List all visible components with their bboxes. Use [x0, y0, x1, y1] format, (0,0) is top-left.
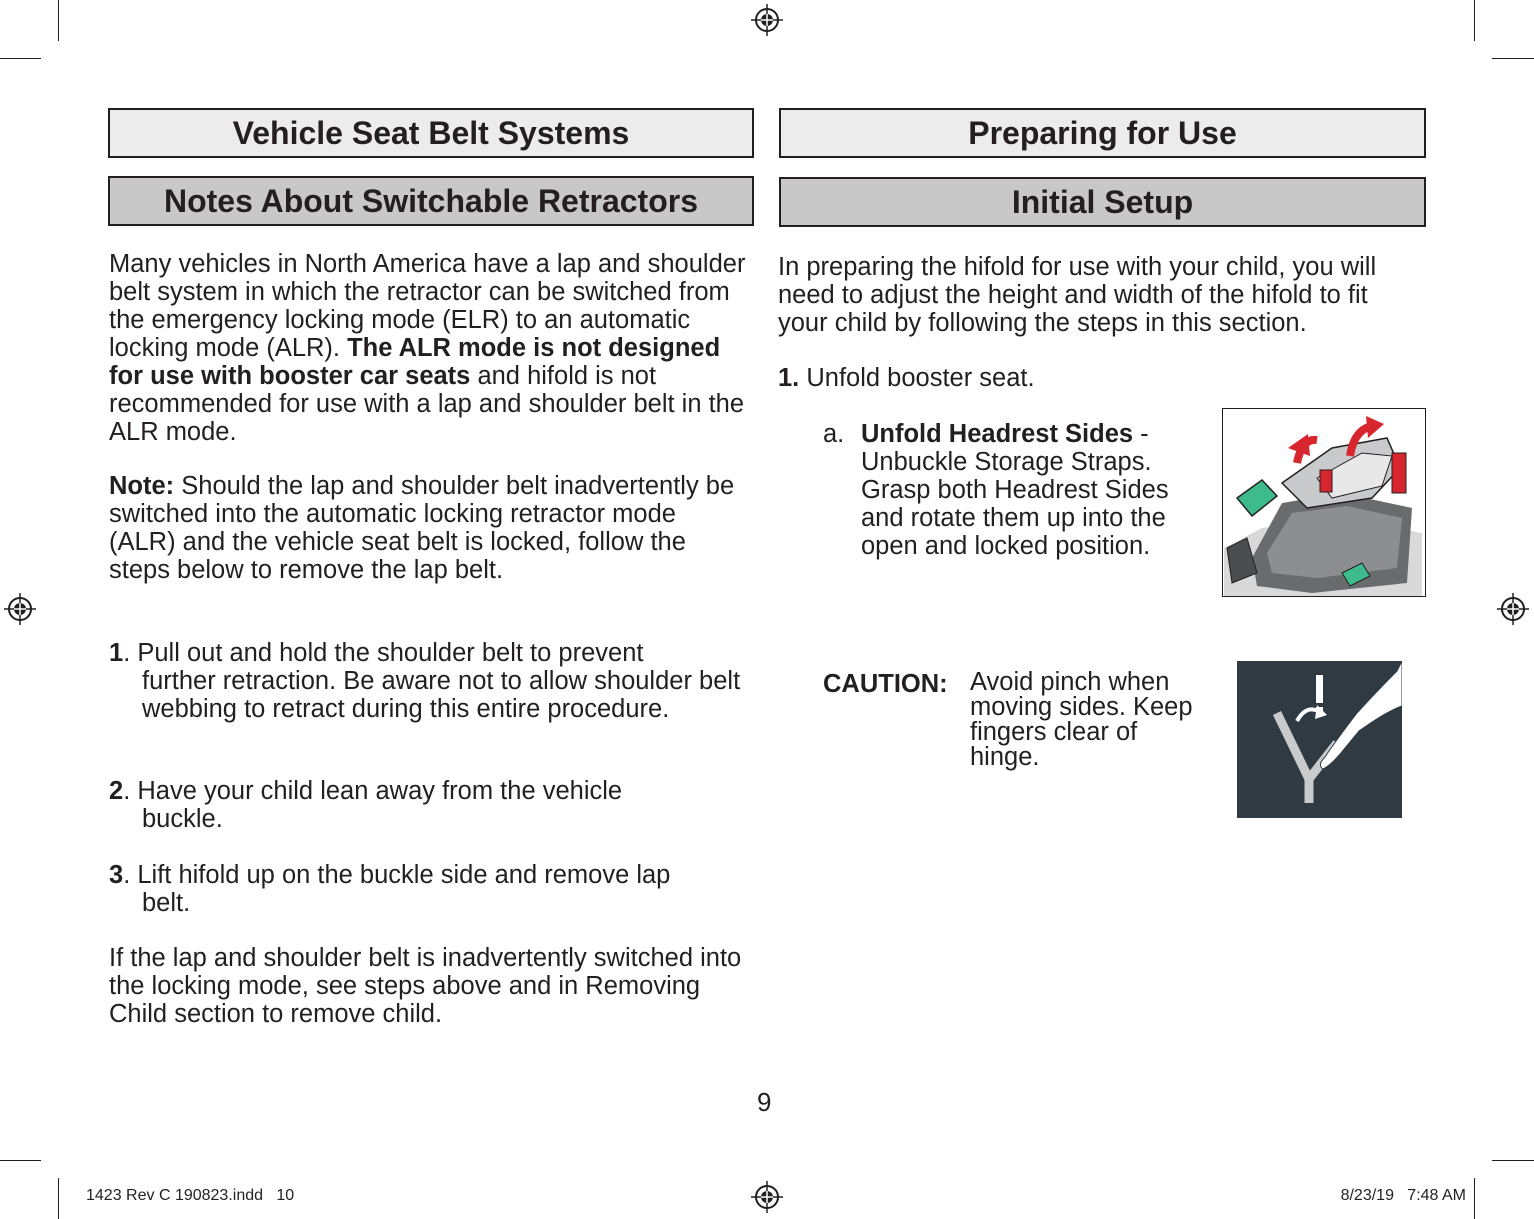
step-text-first-line: . Pull out and hold the shoulder belt to prevent	[123, 639, 644, 667]
footer-timestamp: 8/23/19 7:48 AM	[1340, 1187, 1466, 1204]
step-text: Unfold booster seat.	[806, 364, 1035, 392]
list-item	[109, 861, 749, 917]
step-text-continued: belt.	[142, 889, 191, 917]
registration-mark-icon	[1497, 593, 1529, 625]
substep-instructions: Unbuckle Storage Straps. Grasp both Headrest Sides and rotate them up into the open and locked position.	[861, 448, 1169, 560]
step-text-continued: further retraction. Be aware not to allow shoulder belt webbing to retract during this entire procedure.	[142, 667, 741, 723]
closing-paragraph: If the lap and shoulder belt is inadvertently switched into the locking mode, see steps above and in Removing Child section to remove child.	[109, 944, 742, 1028]
step-number: 3	[109, 861, 124, 889]
section-header-seat-belt-systems: Vehicle Seat Belt Systems	[108, 108, 754, 158]
registration-mark-icon	[751, 1181, 783, 1213]
retractor-intro-paragraph	[109, 250, 749, 446]
step-text-first-line: . Have your child lean away from the vehicle	[123, 777, 623, 805]
crop-mark	[1474, 1178, 1475, 1219]
note-paragraph	[109, 472, 749, 584]
crop-mark	[0, 58, 41, 59]
pinch-hazard-icon	[1237, 661, 1402, 818]
page-number: 9	[757, 1087, 772, 1117]
step-number: 1	[109, 639, 124, 667]
setup-step-1	[778, 364, 1418, 392]
substep-letter: a.	[823, 420, 845, 448]
step-text-continued: buckle.	[142, 805, 223, 833]
list-item	[109, 777, 749, 833]
crop-mark	[58, 1178, 59, 1219]
caution-label: CAUTION:	[823, 670, 948, 698]
crop-mark	[1492, 1160, 1534, 1161]
registration-mark-icon	[751, 4, 783, 36]
substep-dash: -	[1133, 420, 1149, 448]
setup-intro-paragraph: In preparing the hifold for use with your child, you will need to adjust the height and width of the hifold to fit your child by following the steps in this section.	[778, 253, 1377, 337]
crop-mark	[1474, 0, 1475, 41]
footer-file-info: 1423 Rev C 190823.indd 10	[86, 1187, 295, 1204]
substep-a-text	[861, 420, 1186, 560]
subsection-header-switchable-retractors: Notes About Switchable Retractors	[108, 176, 754, 226]
crop-mark	[0, 1160, 41, 1161]
step-number: 1.	[778, 364, 800, 392]
caution-text: Avoid pinch when moving sides. Keep fingers clear of hinge.	[970, 668, 1193, 771]
intro-warning-bold: The ALR mode is not designed for use with booster car seats	[109, 334, 721, 390]
intro-text-end: and hifold is not recommended for use with a lap and shoulder belt in the ALR mode.	[109, 362, 745, 446]
crop-mark	[58, 0, 59, 41]
crop-mark	[1492, 58, 1534, 59]
note-text: Should the lap and shoulder belt inadvertently be switched into the automatic locking retractor mode (ALR) and the vehicle seat belt is locked, follow the steps below to remove the lap belt.	[109, 472, 735, 584]
step-text-first-line: . Lift hifold up on the buckle side and remove lap	[123, 861, 671, 889]
booster-seat-illustration	[1222, 408, 1426, 597]
substep-title: Unfold Headrest Sides	[861, 420, 1134, 448]
registration-mark-icon	[4, 593, 36, 625]
list-item	[109, 639, 749, 723]
subsection-header-initial-setup: Initial Setup	[779, 177, 1426, 227]
step-number: 2	[109, 777, 124, 805]
note-label: Note:	[109, 472, 175, 500]
intro-text-start: Many vehicles in North America have a lap and shoulder belt system in which the retractor can be switched from the emergency locking mode (ELR) to an automatic locking mode (ALR).	[109, 250, 746, 362]
section-header-preparing-for-use: Preparing for Use	[779, 108, 1426, 158]
